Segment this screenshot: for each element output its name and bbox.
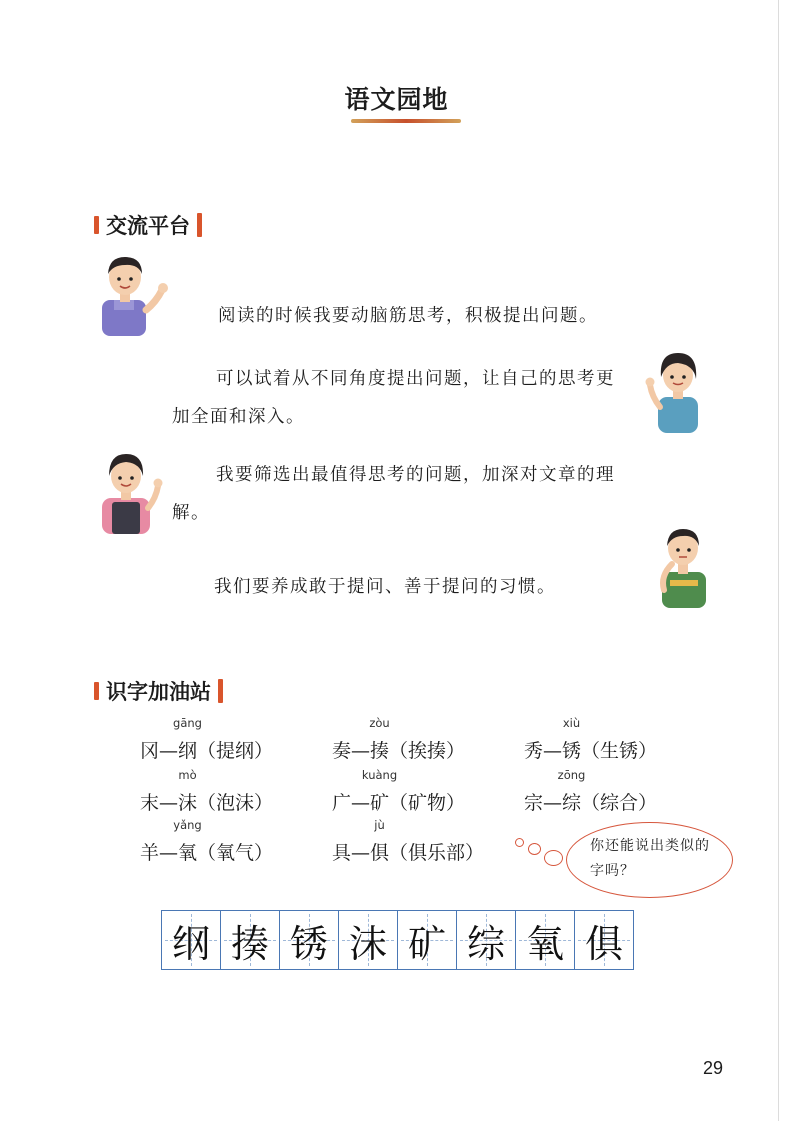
practice-cell: 综 [457,911,516,969]
bubble-dot-small [515,838,524,847]
page-number: 29 [703,1058,724,1078]
pinyin: zòu [369,716,390,730]
boy-green-avatar-icon [650,520,716,608]
pinyin: kuàng [361,768,398,782]
section-heading-text: 交流平台 [106,214,190,238]
character-row-2 [140,768,716,815]
pinyin: yǎng [173,818,202,832]
character-item: 羊— yǎng 氧（氧气） [140,818,274,864]
pinyin: mò [178,768,197,782]
character-row-3 [140,818,524,865]
practice-cell: 纲 [162,911,221,969]
practice-cell: 揍 [221,911,280,969]
practice-cell: 矿 [398,911,457,969]
boy-purple-avatar-icon [92,250,174,338]
pinyin: jù [374,818,385,832]
section-heading-exchange [94,210,202,240]
practice-cell: 沫 [339,911,398,969]
bubble-dot-large [544,850,563,866]
bubble-text: 你还能说出类似的字吗？ [590,838,710,879]
pinyin: gāng [173,716,202,730]
girl-teal-avatar-icon [644,345,716,435]
section-heading-literacy [94,676,223,706]
character-item: 冈— gāng 纲（提纲） [140,716,274,762]
character-item: 广— kuàng 矿（矿物） [332,768,466,814]
bubble-dot-medium [528,843,541,855]
section-heading-text: 识字加油站 [106,680,211,704]
practice-cell: 锈 [280,911,339,969]
character-item: 具— jù 俱（俱乐部） [332,818,485,864]
title-underline [351,119,461,123]
page-edge [778,0,779,1121]
paragraph-2: 可以试着从不同角度提出问题，让自己的思考更加全面和深入。 [172,369,615,427]
character-item: 奏— zòu 揍（挨揍） [332,716,466,762]
practice-grid [161,910,634,970]
girl-overalls-avatar-icon [92,446,172,536]
heading-bar-right [197,213,202,237]
character-item: 末— mò 沫（泡沫） [140,768,274,814]
character-item: 宗— zōng 综（综合） [524,768,658,814]
heading-bar-right [218,679,223,703]
heading-bar-left [94,216,99,234]
practice-cell: 氧 [516,911,575,969]
paragraph-1: 阅读的时候我要动脑筋思考，积极提出问题。 [218,306,598,326]
character-row-1 [140,716,716,763]
heading-bar-left [94,682,99,700]
character-item: 秀— xiù 锈（生锈） [524,716,658,762]
paragraph-4: 我们要养成敢于提问、善于提问的习惯。 [214,577,556,597]
practice-cell: 俱 [575,911,634,969]
paragraph-3: 我要筛选出最值得思考的问题，加深对文章的理解。 [172,465,615,523]
pinyin: xiù [562,716,581,730]
pinyin: zōng [557,768,586,782]
page-title: 语文园地 [344,85,449,114]
